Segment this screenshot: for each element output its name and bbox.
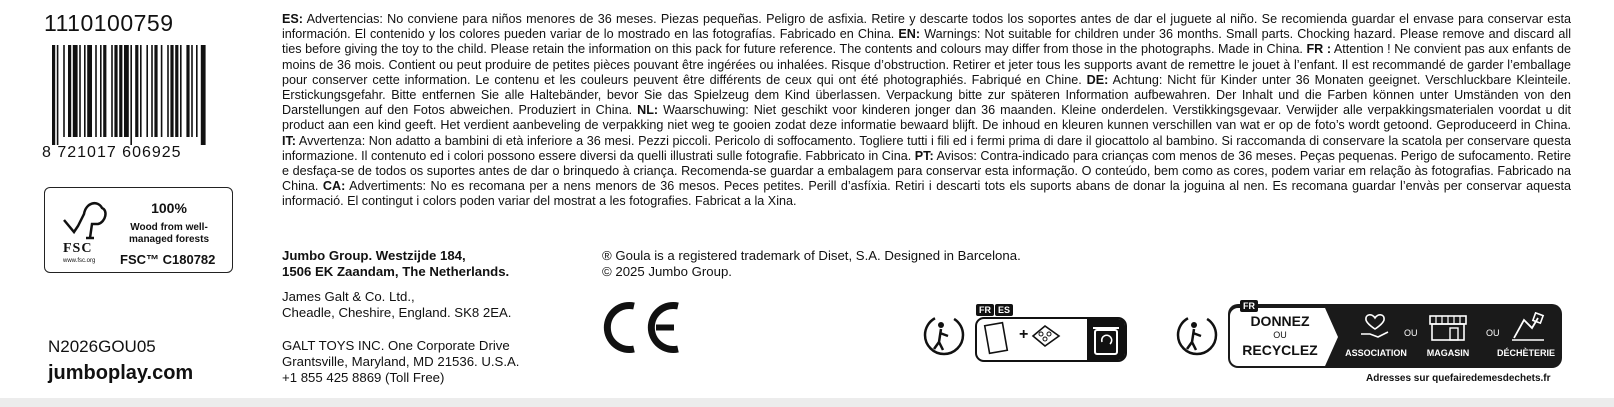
or-label: OU — [1486, 328, 1500, 338]
barcode-bar — [154, 45, 157, 137]
usa-address-line2: Grantsville, Maryland, MD 21536. U.S.A. — [282, 354, 520, 369]
barcode-bar — [167, 45, 169, 137]
barcode-bar — [201, 45, 206, 145]
packaging-sort-icon — [975, 312, 1127, 362]
legal-notice — [602, 248, 1021, 280]
or-label: OU — [1273, 330, 1287, 340]
barcode-icon — [40, 45, 236, 160]
warning-text-2: Attention ! Ne convient pas aux enfants de moins de 36 mois. Contient ou peut produire de petites pièces pouvant être ingérées ou inhalées. Risque d’obstruction. Retirer et jeter tous les supports avant de remettre le jouet à l’enfant. Il est recommandé de garder l’emballage pour conserver cette information. Le contenu et les couleurs peuvent être différents de ceux qui ont été photographiés. Fabriqué en Chine. — [282, 42, 1572, 87]
donate-label: DONNEZ — [1250, 313, 1310, 329]
warning-text-4: Waarschuwing: Niet geschikt voor kinderen jonger dan 36 maanden. Kleine onderdelen. Verstikkingsgevaar. Verwijder alle verpakkingsmaterialen voordat u dit product aan een kind geeft. Het verdient aanbeveling de verpakking niet weg te gooien zodat deze informatie bewaard blijft. De inhoud en kleuren kunnen verschillen van wat er op de foto’s wordt getoond. Geproduceerd in China. — [282, 103, 1571, 133]
warning-text-7: Advertiments: No es recomana per a nens menors de 36 mesos. Peces petites. Perill d’asfíxia. Retiri i descarti tots els suports abans de donar la joguina al nen. Es recomana guardar l’envàs per conservar aquesta informació. El contingut i colors poden variar del mostrat a les fotografies. Fabricat a la Xina. — [282, 179, 1571, 209]
barcode-bar — [119, 45, 122, 137]
warning-lang-2: FR : — [1306, 42, 1332, 57]
barcode-bar — [114, 45, 117, 137]
warning-text-3: Achtung: Nicht für Kinder unter 36 Monaten geeignet. Verschluckbare Kleinteile. Erstickungsgefahr. Bitte entfernen Sie alle Haltebänder, bevor Sie das Spielzeug dem Kind überlassen. Verpackung bitte zur späteren Information aufbewahren. Der Inhalt und die Farben können unter Umständen von den Darstellungen auf den Fotos abweichen. Produziert in China. — [282, 72, 1571, 118]
fsc-logo-text: FSC — [63, 241, 93, 256]
galt-address-line2: Cheadle, Cheshire, England. SK8 2EA. — [282, 305, 512, 320]
barcode-bar — [130, 45, 132, 145]
fsc-code: FSC™ C180782 — [120, 252, 216, 267]
dest-magasin: MAGASIN — [1426, 348, 1470, 358]
fsc-percent: 100% — [151, 200, 187, 216]
triman-icon — [921, 312, 967, 358]
fsc-tree-icon — [56, 192, 112, 242]
barcode-bar — [79, 45, 81, 137]
barcode-bar — [100, 45, 102, 137]
lang-tag-fr: FR — [976, 304, 994, 316]
barcode-bar — [140, 45, 142, 137]
barcode-bar — [180, 45, 182, 137]
or-label: OU — [1404, 328, 1418, 338]
heart-hand-icon — [1358, 312, 1392, 342]
warning-text-1: Warnings: Not suitable for children under 36 months. Small parts. Chocking hazard. Please remove and discard all ties before giving the toy to the child. Please retain the information on this pack for future reference. The contents and colours may differ from those in the photographs. Made in China. — [282, 27, 1572, 57]
barcode-number: 8 721017 606925 — [42, 144, 182, 160]
shop-icon — [1428, 312, 1468, 342]
usa-address — [282, 338, 519, 386]
barcode-bar — [52, 45, 55, 145]
product-code: N2026GOU05 — [48, 337, 156, 356]
barcode-bar — [151, 45, 153, 137]
website-link[interactable]: jumboplay.com — [48, 362, 194, 384]
jumbo-address-line2: 1506 EK Zaandam, The Netherlands. — [282, 264, 510, 279]
recycle-label: RECYCLEZ — [1242, 342, 1318, 358]
safety-warnings — [282, 12, 1571, 210]
dest-association: ASSOCIATION — [1345, 348, 1407, 358]
barcode-bar — [103, 45, 106, 137]
triman-icon — [1174, 312, 1220, 358]
fsc-wood-line2: managed forests — [128, 234, 210, 245]
barcode-bar — [87, 45, 92, 137]
barcode-bar — [111, 45, 113, 137]
lang-tag-es: ES — [995, 304, 1013, 316]
barcode-bar — [170, 45, 173, 137]
warning-lang-0: ES: — [282, 12, 303, 26]
barcode-bar — [95, 45, 97, 137]
item-code: 1110100759 — [44, 10, 174, 36]
barcode-bar — [68, 45, 71, 137]
warning-text-6: Avisos: Contra-indicado para crianças com menos de 36 meses. Peças pequenas. Perigo de sufocamento. Retire e desfaça-se de todos os suportes antes de dar o brinquedo à criança. Recomenda-se guardar a embalagem para conservar esta informação. O conteúdo, bem como as cores, podem variar em relação às fotografias. Fabricado na China. — [282, 148, 1571, 194]
ce-icon — [600, 300, 682, 355]
barcode-bar — [63, 45, 65, 137]
warning-lang-6: PT: — [914, 148, 934, 163]
plus-sign: + — [1019, 326, 1029, 343]
barcode-bar — [146, 45, 148, 137]
jumbo-address-line1: Jumbo Group. Westzijde 184, — [282, 248, 466, 263]
fsc-wood-text — [124, 222, 214, 246]
jumbo-address — [282, 248, 509, 280]
warning-text-0: Advertencias: No conviene para niños menores de 36 meses. Piezas pequeñas. Peligro de asfixia. Retire y descarte todos los soportes antes de dar el juguete al niño. Se recomienda guardar el envase para conservar esta información. El contenido y los colores pueden variar de lo mostrado en las fotografías. Fabricado en China. — [282, 12, 1571, 42]
barcode-bar — [175, 45, 178, 137]
barcode-bar — [84, 45, 86, 137]
warning-lang-5: IT: — [282, 133, 296, 148]
waste-site-icon — [1510, 312, 1546, 342]
bottom-border — [0, 398, 1614, 407]
galt-address — [282, 289, 511, 321]
lang-tag-fr: FR — [1240, 300, 1258, 312]
usa-address-line1: GALT TOYS INC. One Corporate Drive — [282, 338, 510, 353]
warning-lang-3: DE: — [1086, 72, 1109, 87]
barcode-bar — [124, 45, 129, 137]
warning-lang-7: CA: — [322, 179, 346, 194]
barcode-bar — [135, 45, 138, 137]
barcode-bar — [161, 45, 163, 137]
warning-lang-4: NL: — [637, 103, 659, 118]
fsc-website: www.fsc.org — [63, 258, 96, 264]
galt-address-line1: James Galt & Co. Ltd., — [282, 289, 415, 304]
fsc-wood-line1: Wood from well- — [130, 222, 208, 233]
barcode-bar — [73, 45, 78, 137]
trademark-text: ® Goula is a registered trademark of Diset, S.A. Designed in Barcelona. — [602, 248, 1021, 263]
barcode-bar — [196, 45, 198, 137]
warning-lang-1: EN: — [898, 27, 921, 42]
barcode-bar — [191, 45, 193, 137]
barcode-bar — [186, 45, 189, 137]
recycling-addresses-link[interactable]: Adresses sur quefairedemesdechets.fr — [1366, 373, 1551, 384]
dest-decheterie: DÉCHÈTERIE — [1496, 348, 1555, 358]
copyright-text: © 2025 Jumbo Group. — [602, 264, 732, 279]
barcode-bar — [57, 45, 59, 145]
warning-text-5: Avvertenza: Non adatto a bambini di età inferiore a 36 mesi. Pezzi piccoli. Pericolo di soffocamento. Togliere tutti i fili ed i fermi prima di dare il giocattolo al bambino. Si raccomanda di conservare la scatola per conservare questa informazione. Il contenuto ed i colori possono essere diversi da quelli illustrati sulle fotografie. Fabbricato in Cina. — [282, 133, 1571, 163]
usa-phone: +1 855 425 8869 (Toll Free) — [282, 370, 445, 385]
